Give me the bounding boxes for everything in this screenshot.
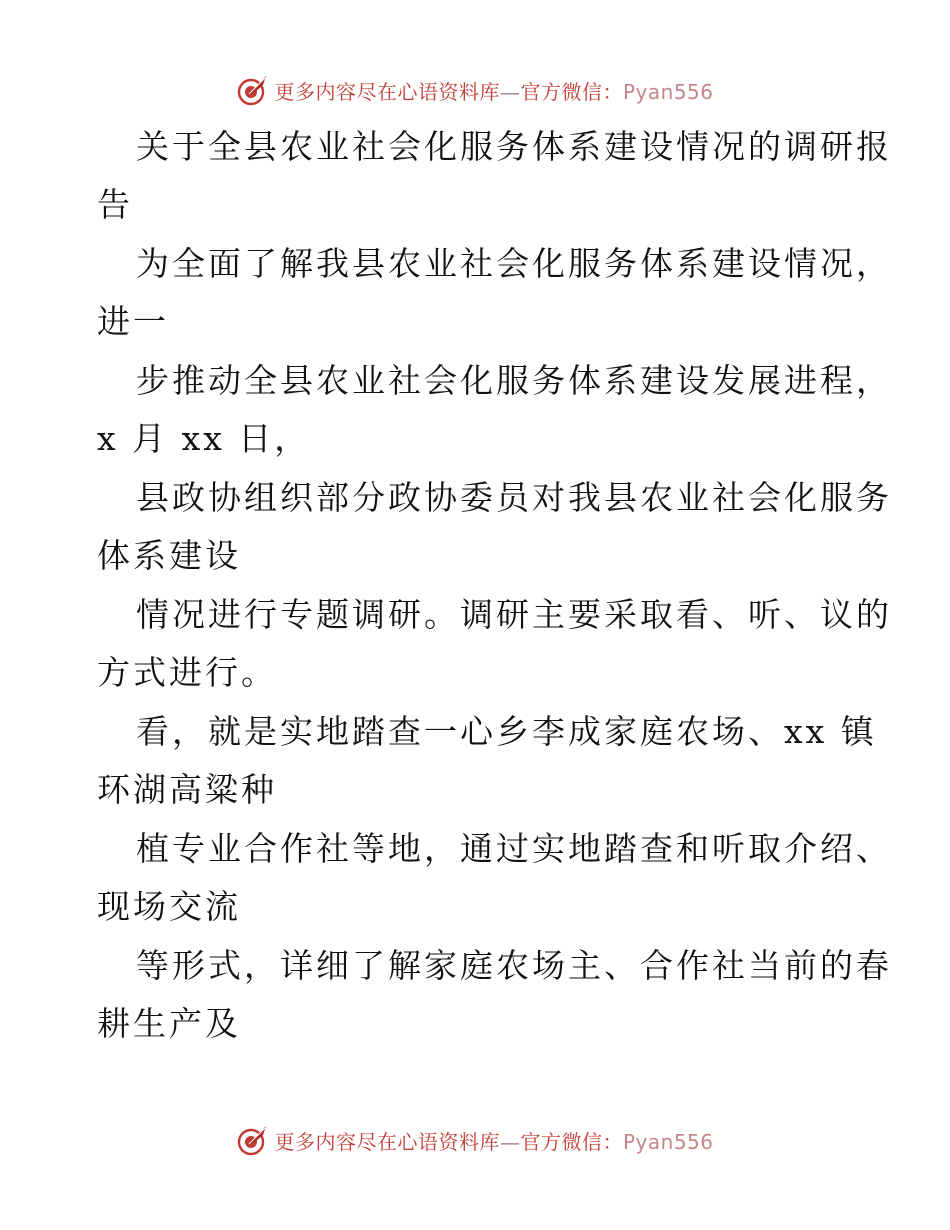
document-line: 耕生产及: [97, 1004, 241, 1043]
header-watermark: [0, 70, 950, 110]
document-line: 植专业合作社等地，通过实地踏查和听取介绍、: [136, 829, 892, 868]
quill-pen-logo-icon: [236, 1123, 270, 1157]
document-line: 看，就是实地踏查一心乡李成家庭农场、xx 镇: [136, 712, 877, 751]
document-line: 为全面了解我县农业社会化服务体系建设情况，: [136, 244, 892, 283]
document-line: 关于全县农业社会化服务体系建设情况的调研报: [136, 127, 892, 166]
document-line: 情况进行专题调研。调研主要采取看、听、议的: [136, 595, 892, 634]
watermark-wechat-id: Pyan556: [622, 1129, 714, 1154]
document-line: 环湖高粱种: [97, 770, 277, 809]
watermark-separator: —: [499, 1129, 521, 1154]
watermark-text: [274, 76, 713, 105]
document-line: 县政协组织部分政协委员对我县农业社会化服务: [136, 478, 892, 517]
watermark-text: [274, 1126, 713, 1155]
document-line: 步推动全县农业社会化服务体系建设发展进程，: [136, 361, 892, 400]
document-line: 方式进行。: [97, 653, 277, 692]
watermark-separator: —: [499, 79, 521, 104]
document-line: x 月 xx 日，: [97, 419, 311, 458]
watermark-suffix: 官方微信：: [520, 1129, 623, 1154]
document-line: 体系建设: [97, 536, 241, 575]
watermark-title: 更多内容尽在心语资料库: [274, 79, 500, 104]
watermark-title: 更多内容尽在心语资料库: [274, 1129, 500, 1154]
document-line: 等形式，详细了解家庭农场主、合作社当前的春: [136, 946, 892, 985]
watermark-suffix: 官方微信：: [520, 79, 623, 104]
document-line: 现场交流: [97, 887, 241, 926]
document-line: 告: [97, 185, 133, 224]
quill-pen-logo-icon: [236, 73, 270, 107]
footer-watermark: [0, 1120, 950, 1160]
document-line: 进一: [97, 302, 169, 341]
watermark-wechat-id: Pyan556: [622, 79, 714, 104]
